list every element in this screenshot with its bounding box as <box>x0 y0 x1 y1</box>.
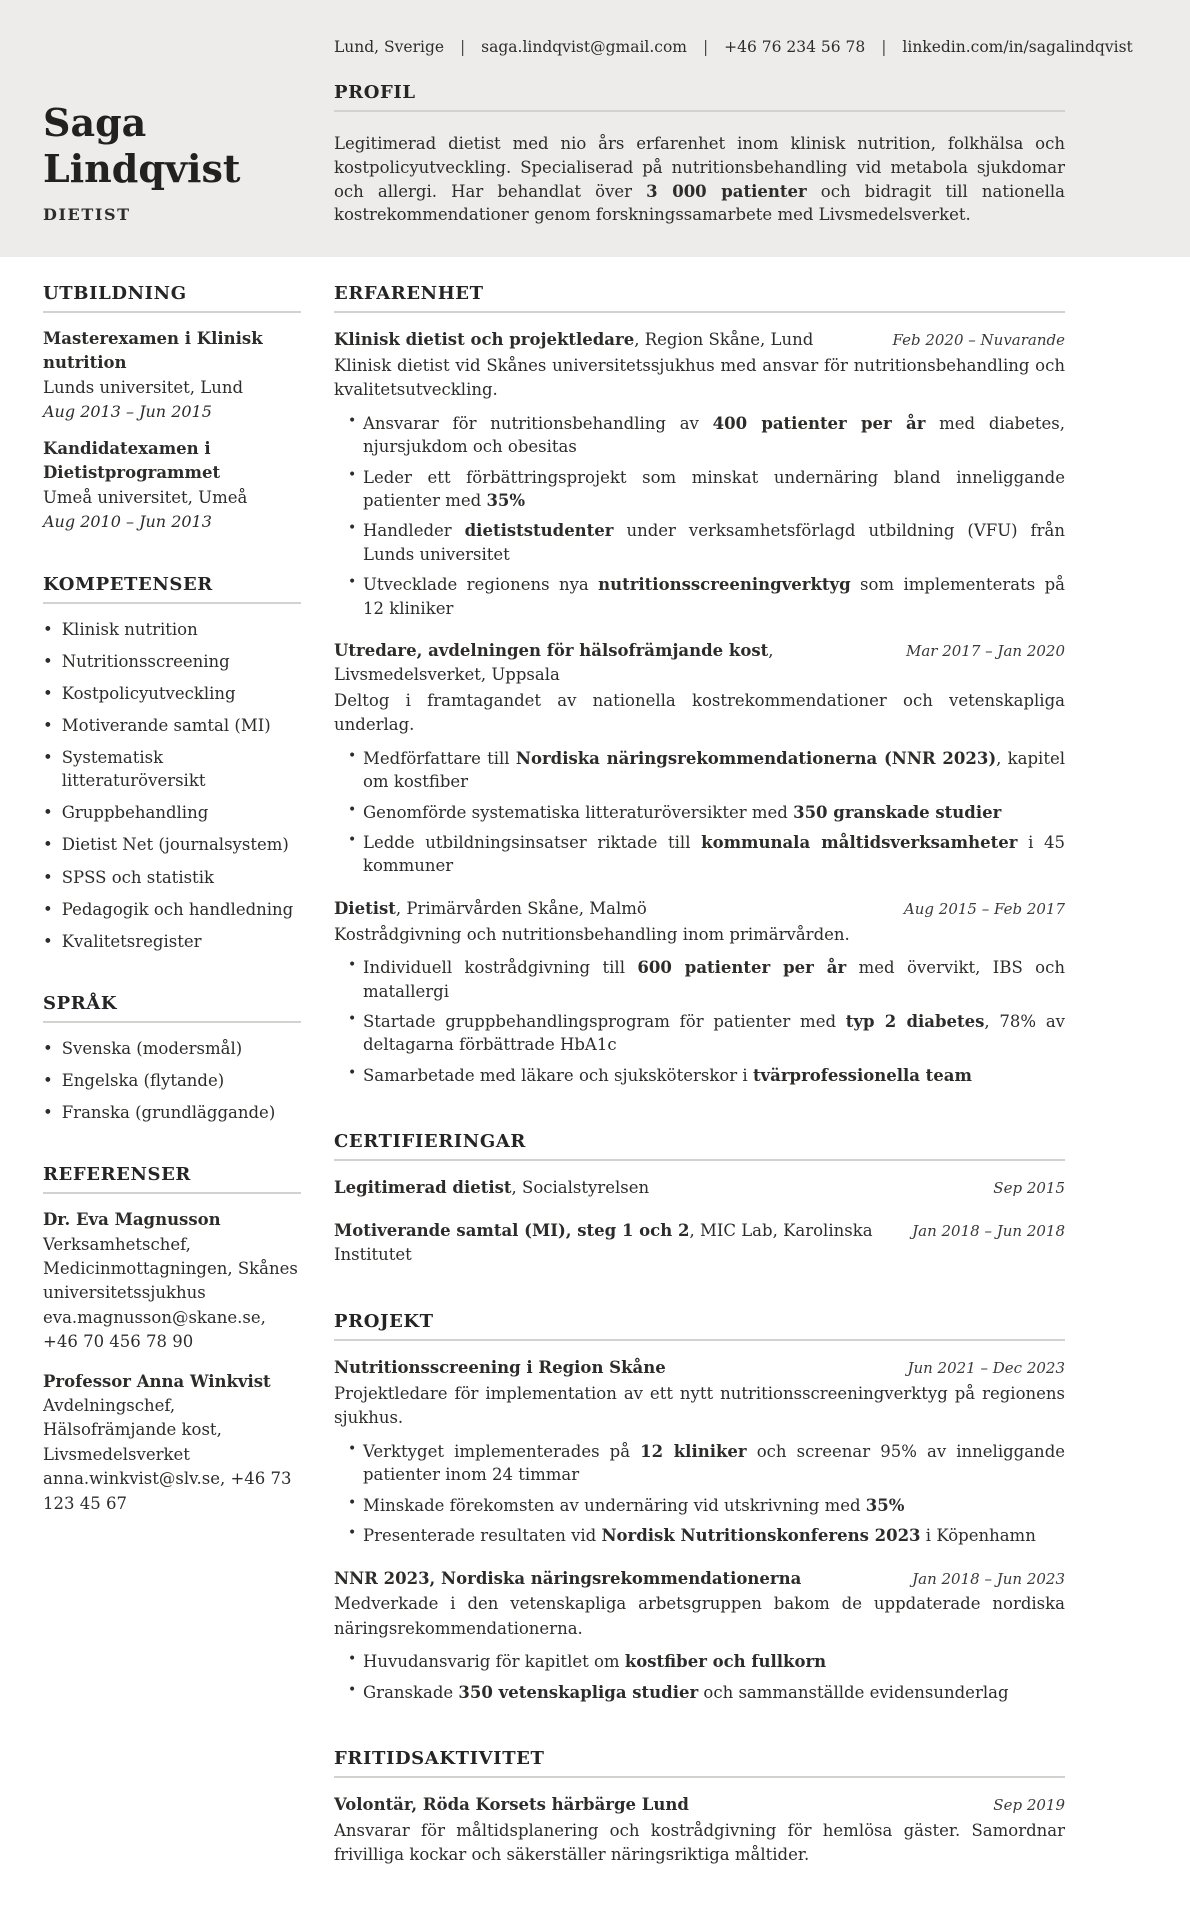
jobs-list <box>334 328 1065 1087</box>
contact-separator: | <box>459 38 466 56</box>
entry-bullet: • Verktyget implementerades på 12 kliniker och screenar 95% av inneliggande patienter inom 24 timmar <box>348 1440 1065 1487</box>
section-fritidsaktivitet <box>334 1748 1065 1868</box>
entry-bullet: • Ledde utbildningsinsatser riktade till kommunala måltidsverksamheter i 45 kommuner <box>348 831 1065 878</box>
list-item-label: Nutritionsscreening <box>61 651 230 671</box>
experience-entry <box>334 639 1065 878</box>
entry-bullet: • Granskade 350 vetenskapliga studier och sammanställde evidensunderlag <box>348 1681 1065 1704</box>
list-item <box>43 1037 301 1060</box>
section-heading-sprak: SPRÅK <box>43 993 301 1023</box>
entry-head <box>334 1356 1065 1380</box>
list-item <box>43 682 301 705</box>
education-dates: Aug 2013 – Jun 2015 <box>43 402 212 422</box>
education-dates: Aug 2010 – Jun 2013 <box>43 512 212 532</box>
experience-entry <box>334 1356 1065 1547</box>
reference-role: Avdelningschef, Hälsofrämjande kost, Livsmedelsverket <box>43 1395 222 1464</box>
list-item <box>43 898 301 921</box>
entry-title-main: NNR 2023, Nordiska näringsrekommendationerna <box>334 1568 802 1588</box>
list-item-label: Kostpolicyutveckling <box>61 683 236 703</box>
education-school: Lunds universitet, Lund <box>43 377 244 397</box>
contact-item: Lund, Sverige <box>334 38 445 56</box>
bullet-icon: • <box>43 619 53 639</box>
entry-dates: Sep 2015 <box>993 1179 1065 1198</box>
entry-title <box>334 1219 888 1267</box>
entry-title-main: Motiverande samtal (MI), steg 1 och 2 <box>334 1221 690 1241</box>
bullet-icon: • <box>43 716 53 736</box>
references-list <box>43 1208 301 1516</box>
contact-separator: | <box>881 38 887 56</box>
entry-dates: Jan 2018 – Jun 2023 <box>912 1569 1065 1588</box>
entry-bullets <box>334 412 1065 620</box>
education-degree: Kandidatexamen i Dietistprogrammet <box>43 438 221 483</box>
list-item <box>43 1101 301 1124</box>
entry-title <box>334 1567 801 1591</box>
entry-head <box>334 897 1065 921</box>
section-projekt <box>334 1311 1065 1704</box>
entry-title <box>334 1356 666 1380</box>
entry-title-main: Volontär, Röda Korsets härbärge Lund <box>334 1795 689 1815</box>
entry-dates: Aug 2015 – Feb 2017 <box>903 899 1065 918</box>
entry-bullet: • Startade gruppbehandlingsprogram för patienter med typ 2 diabetes, 78% av deltagarna förbättrade HbA1c <box>348 1010 1065 1057</box>
contact-item: linkedin.com/in/sagalindqvist <box>902 38 1133 56</box>
list-item-label: Franska (grundläggande) <box>61 1103 276 1122</box>
entry-head <box>334 639 1065 687</box>
entry-bullet: • Samarbetade med läkare och sjuksköterskor i tvärprofessionella team <box>348 1064 1065 1087</box>
education-list <box>43 327 301 534</box>
experience-entry <box>334 1176 1065 1200</box>
entry-bullets <box>334 1650 1065 1704</box>
list-item-label: Gruppbehandling <box>61 803 209 823</box>
entry-title-main: Nutritionsscreening i Region Skåne <box>334 1358 666 1378</box>
certs-list <box>334 1176 1065 1267</box>
profile-text: Legitimerad dietist med nio års erfarenhet inom klinisk nutrition, folkhälsa och kostpolicyutveckling. Specialiserad på nutritionsbehandling vid metabola sjukdomar och allergi. Har behandlat över 3 000 patienter och bidragit till nationella kostrekommendationer genom forskningssamarbete med Livsmedelsverket. <box>334 134 1065 225</box>
entry-head <box>334 1567 1065 1591</box>
fritid-list <box>334 1793 1065 1868</box>
main-column <box>334 283 1065 1912</box>
entry-bullet: • Genomförde systematiska litteraturöversikter med 350 granskade studier <box>348 801 1065 824</box>
list-item-label: Pedagogik och handledning <box>61 899 294 919</box>
list-item <box>43 618 301 641</box>
person-name-line2: Lindqvist <box>43 146 241 192</box>
entry-title-main: Utredare, avdelningen för hälsofrämjande kost <box>334 641 769 661</box>
list-item-label: Klinisk nutrition <box>61 619 198 639</box>
entry-summary: Klinisk dietist vid Skånes universitetssjukhus med ansvar för nutritionsbehandling och kvalitetsutveckling. <box>334 355 1065 400</box>
entry-head <box>334 328 1065 352</box>
section-heading-kompetenser: KOMPETENSER <box>43 574 301 604</box>
list-item <box>43 801 301 824</box>
entry-bullet: • Handleder dietiststudenter under verksamhetsförlagd utbildning (VFU) från Lunds universitet <box>348 519 1065 566</box>
contact-bar <box>334 38 1133 56</box>
section-kompetenser <box>43 574 301 953</box>
entry-bullet: • Minskade förekomsten av undernäring vid utskrivning med 35% <box>348 1494 1065 1517</box>
entry-title-org: , Region Skåne, Lund <box>634 330 814 349</box>
list-item <box>43 650 301 673</box>
experience-entry <box>334 1219 1065 1267</box>
entry-bullet: • Presenterade resultaten vid Nordisk Nutritionskonferens 2023 i Köpenhamn <box>348 1524 1065 1547</box>
entry-bullets <box>334 956 1065 1087</box>
section-heading-referenser: REFERENSER <box>43 1164 301 1194</box>
person-name <box>43 100 301 193</box>
skills-list <box>43 618 301 953</box>
section-heading-projekt: PROJEKT <box>334 1311 1065 1341</box>
education-school: Umeå universitet, Umeå <box>43 487 248 507</box>
section-heading-fritidsaktivitet: FRITIDSAKTIVITET <box>334 1748 1065 1778</box>
entry-bullet: • Individuell kostrådgivning till 600 patienter per år med övervikt, IBS och matallergi <box>348 956 1065 1003</box>
list-item-label: Systematisk litteraturöversikt <box>61 748 206 791</box>
reference-role: Verksamhetschef, Medicinmottagningen, Skånes universitetssjukhus <box>43 1234 298 1303</box>
header-identity <box>43 38 301 227</box>
bullet-icon: • <box>43 651 53 671</box>
bullet-icon: • <box>43 899 53 919</box>
section-referenser <box>43 1164 301 1516</box>
languages-list <box>43 1037 301 1124</box>
education-entry <box>43 437 301 534</box>
reference-contact: anna.winkvist@slv.se, +46 73 123 45 67 <box>43 1469 292 1513</box>
section-heading-certifieringar: CERTIFIERINGAR <box>334 1131 1065 1161</box>
entry-bullet: • Medförfattare till Nordiska näringsrekommendationerna (NNR 2023), kapitel om kostfiber <box>348 747 1065 794</box>
entry-title-main: Legitimerad dietist <box>334 1178 512 1198</box>
entry-head <box>334 1176 1065 1200</box>
entry-bullet: • Leder ett förbättringsprojekt som minskat undernäring bland inneliggande patienter med 35% <box>348 466 1065 513</box>
entry-dates: Jun 2021 – Dec 2023 <box>907 1359 1065 1378</box>
bullet-icon: • <box>43 1038 53 1058</box>
bullet-icon: • <box>43 1103 53 1122</box>
entry-title-main: Klinisk dietist och projektledare <box>334 330 635 349</box>
projects-list <box>334 1356 1065 1704</box>
entry-summary: Deltog i framtagandet av nationella kostrekommendationer och vetenskapliga underlag. <box>334 690 1065 735</box>
section-heading-erfarenhet: ERFARENHET <box>334 283 1065 313</box>
list-item <box>43 930 301 953</box>
section-erfarenhet <box>334 283 1065 1087</box>
entry-title <box>334 1793 689 1817</box>
bullet-icon: • <box>43 748 53 768</box>
reference-name: Dr. Eva Magnusson <box>43 1210 221 1230</box>
list-item-label: Dietist Net (journalsystem) <box>61 835 289 855</box>
entry-title-org: , Primärvården Skåne, Malmö <box>395 898 647 918</box>
education-degree: Masterexamen i Klinisk nutrition <box>43 329 263 373</box>
section-heading-profil: PROFIL <box>334 82 1065 112</box>
list-item <box>43 714 301 737</box>
list-item-label: Kvalitetsregister <box>61 931 202 951</box>
reference-entry <box>43 1370 301 1516</box>
person-role: DIETIST <box>43 204 131 224</box>
entry-head <box>334 1219 1065 1267</box>
entry-dates: Jan 2018 – Jun 2018 <box>912 1222 1065 1241</box>
list-item <box>43 1069 301 1092</box>
entry-title <box>334 328 813 352</box>
bullet-icon: • <box>43 835 53 855</box>
entry-title-main: Dietist <box>334 898 396 918</box>
section-certifieringar <box>334 1131 1065 1267</box>
entry-dates: Feb 2020 – Nuvarande <box>892 331 1065 349</box>
section-heading-utbildning: UTBILDNING <box>43 283 301 313</box>
entry-title <box>334 639 882 687</box>
list-item-label: Svenska (modersmål) <box>61 1038 243 1058</box>
contact-item: +46 76 234 56 78 <box>724 38 866 56</box>
list-item-label: SPSS och statistik <box>61 867 214 887</box>
entry-summary: Projektledare för implementation av ett nytt nutritionsscreeningverktyg på regionens sjukhus. <box>334 1384 1065 1428</box>
entry-title-org: , Socialstyrelsen <box>511 1178 650 1198</box>
bullet-icon: • <box>43 683 53 703</box>
experience-entry <box>334 328 1065 620</box>
entry-head <box>334 1793 1065 1817</box>
bullet-icon: • <box>43 867 53 887</box>
entry-bullets <box>334 747 1065 878</box>
body-columns <box>0 257 1190 1912</box>
list-item-label: Motiverande samtal (MI) <box>61 716 271 736</box>
list-item <box>43 866 301 889</box>
list-item <box>43 833 301 856</box>
section-sprak <box>43 993 301 1124</box>
entry-summary: Ansvarar för måltidsplanering och kostrådgivning för hemlösa gäster. Samordnar frivilliga kockar och säkerställer näringsriktiga måltider. <box>334 1821 1065 1865</box>
entry-title-org: , MIC Lab, Karolinska Institutet <box>334 1221 873 1265</box>
entry-dates: Sep 2019 <box>993 1796 1065 1815</box>
section-utbildning <box>43 283 301 534</box>
entry-bullet: • Huvudansvarig för kapitlet om kostfiber och fullkorn <box>348 1650 1065 1673</box>
reference-name: Professor Anna Winkvist <box>43 1371 271 1391</box>
experience-entry <box>334 1567 1065 1705</box>
header-main <box>334 38 1133 227</box>
entry-title <box>334 897 647 921</box>
contact-separator: | <box>702 38 709 56</box>
entry-title-org: , Livsmedelsverket, Uppsala <box>334 641 774 685</box>
entry-title <box>334 1176 649 1200</box>
experience-entry <box>334 1793 1065 1868</box>
entry-bullets <box>334 1440 1065 1548</box>
list-item-label: Engelska (flytande) <box>61 1070 225 1090</box>
bullet-icon: • <box>43 931 53 951</box>
bullet-icon: • <box>43 1070 53 1090</box>
reference-contact: eva.magnusson@skane.se, +46 70 456 78 90 <box>43 1307 266 1352</box>
person-name-line1: Saga <box>43 100 147 145</box>
list-item <box>43 746 301 792</box>
entry-bullet: • Ansvarar för nutritionsbehandling av 400 patienter per år med diabetes, njursjukdom och obesitas <box>348 412 1065 459</box>
bullet-icon: • <box>43 803 53 823</box>
entry-summary: Medverkade i den vetenskapliga arbetsgruppen bakom de uppdaterade nordiska näringsrekommendationerna. <box>334 1594 1065 1638</box>
education-entry <box>43 327 301 424</box>
header <box>0 0 1190 257</box>
contact-item: saga.lindqvist@gmail.com <box>481 38 687 56</box>
entry-bullet: • Utvecklade regionens nya nutritionsscreeningverktyg som implementerats på 12 kliniker <box>348 573 1065 620</box>
entry-dates: Mar 2017 – Jan 2020 <box>905 642 1065 661</box>
experience-entry <box>334 897 1065 1087</box>
reference-entry <box>43 1208 301 1354</box>
sidebar <box>43 283 301 1912</box>
entry-summary: Kostrådgivning och nutritionsbehandling inom primärvården. <box>334 924 850 944</box>
